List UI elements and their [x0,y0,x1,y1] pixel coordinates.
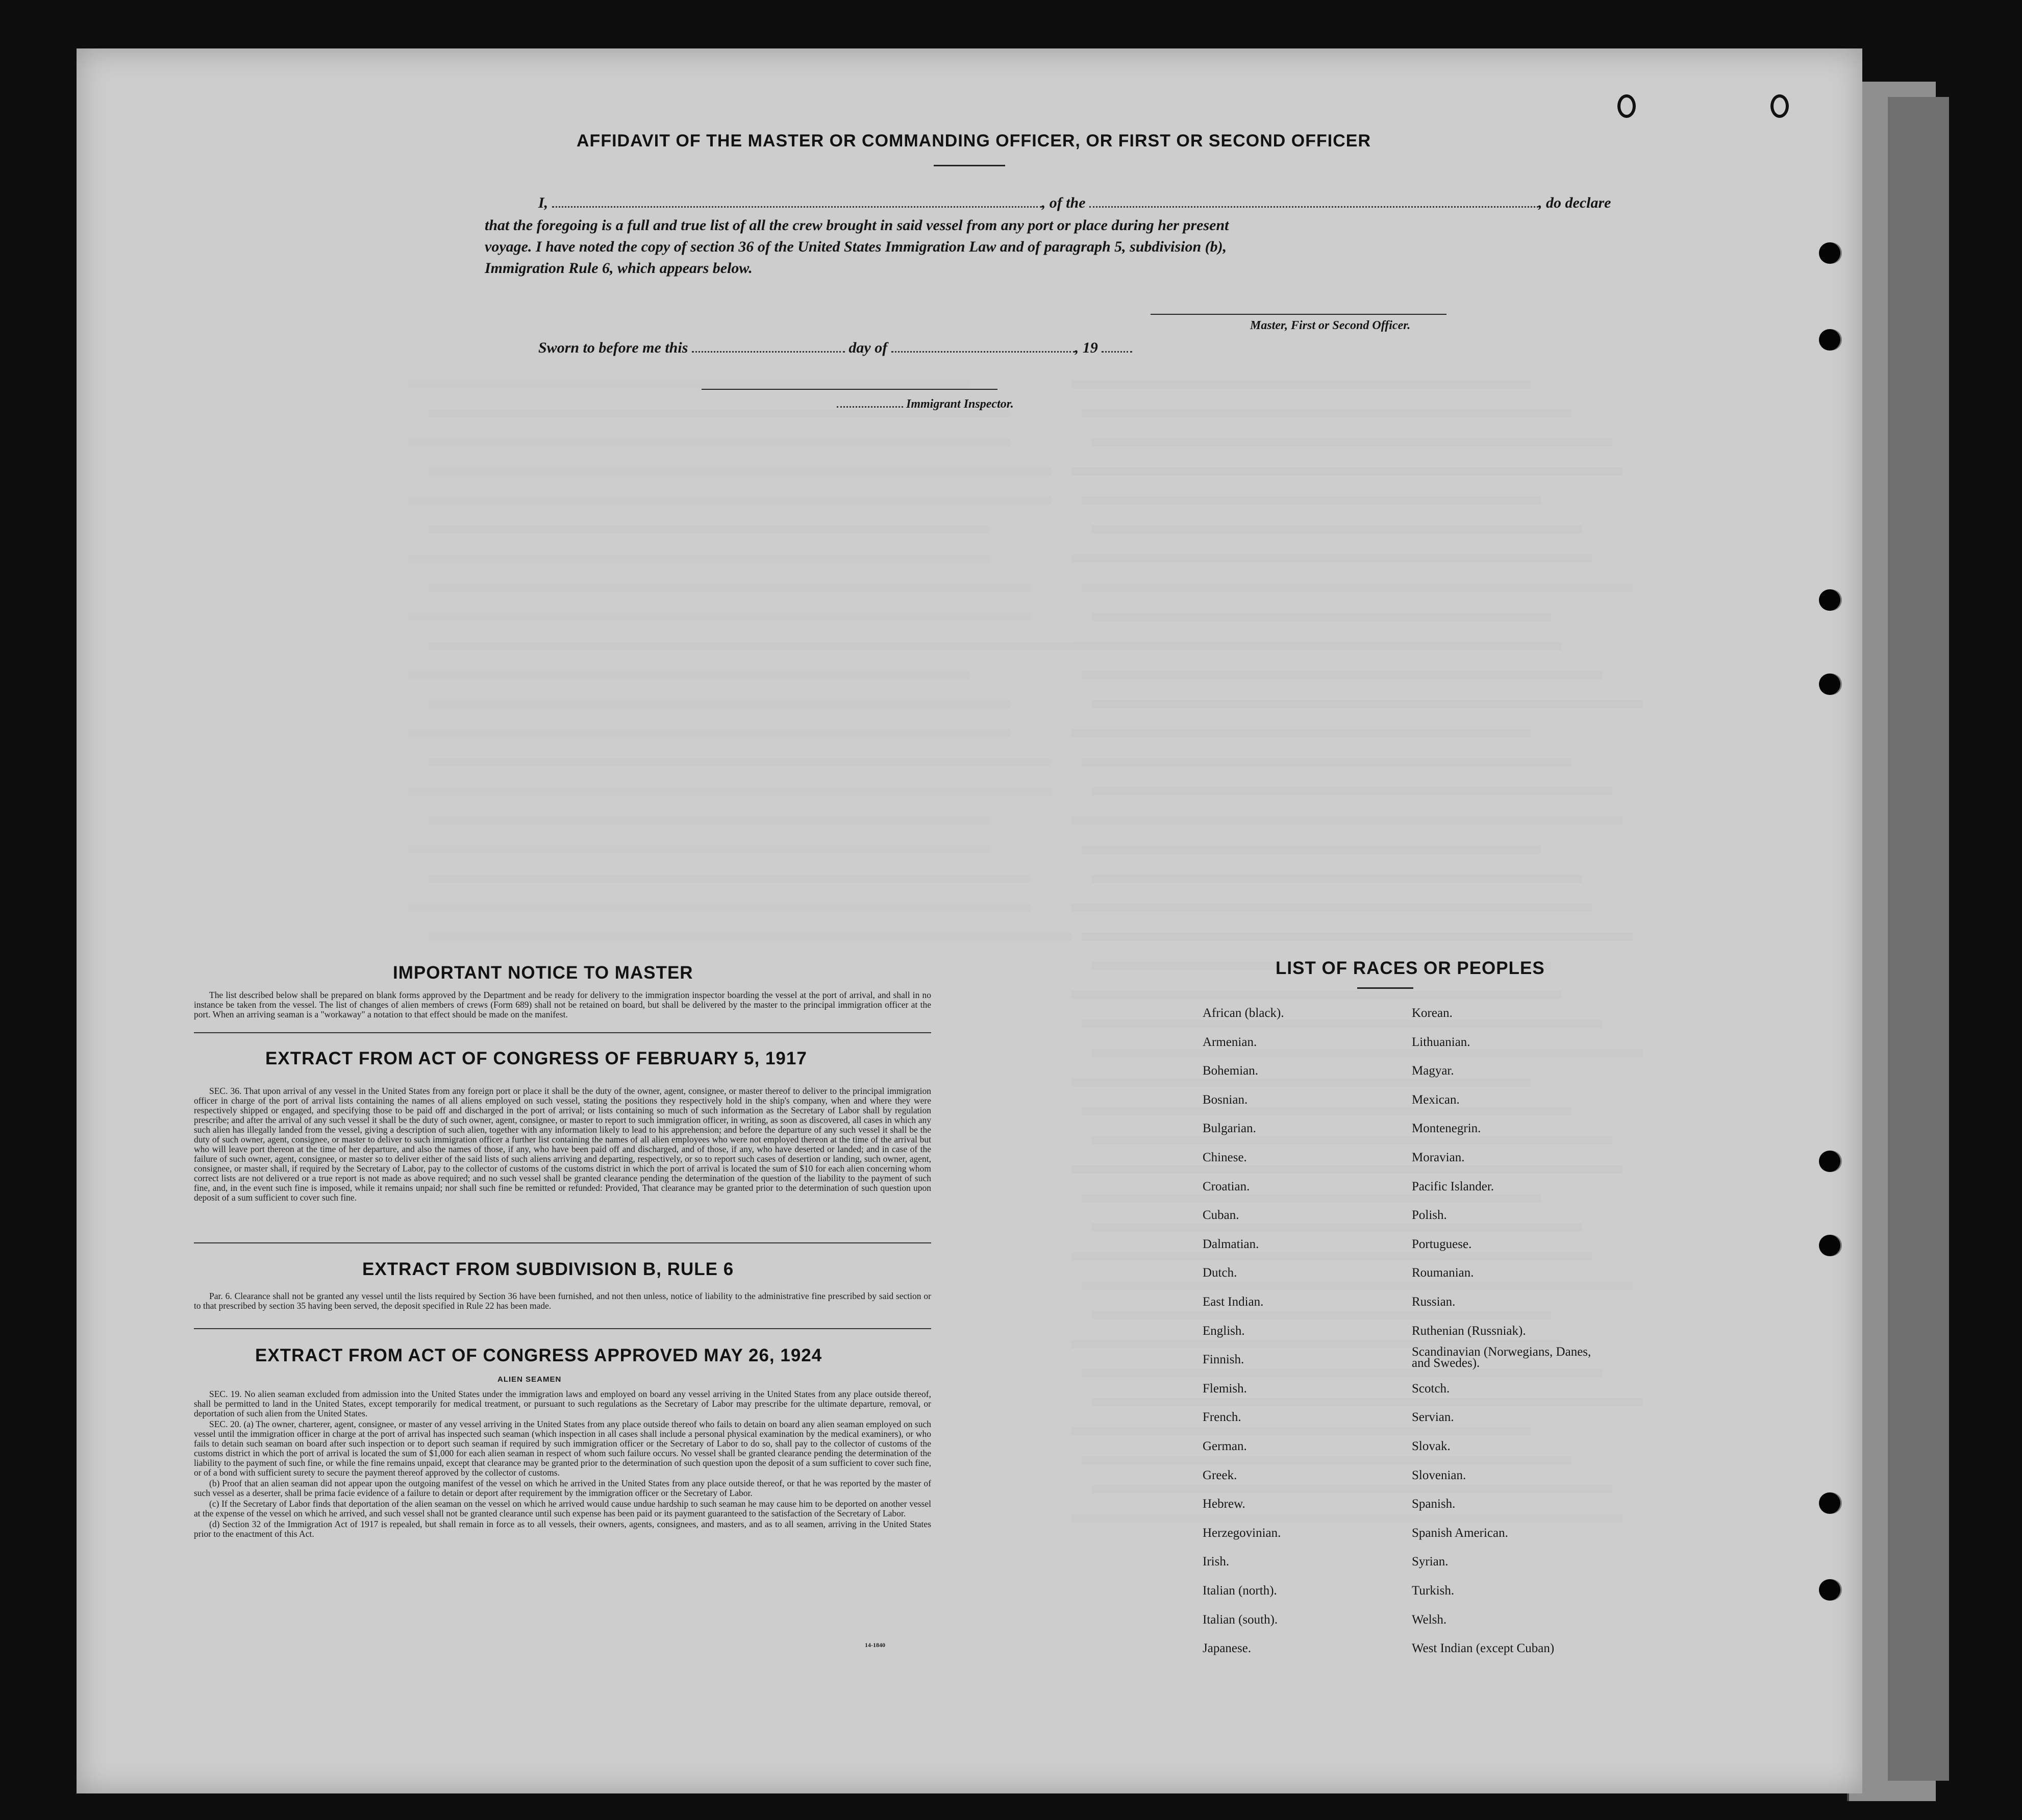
race-item: Scandinavian (Norwegians, Danes, and Swedes). [1412,1345,1591,1370]
race-item: Spanish American. [1412,1526,1508,1540]
binder-ring-icon [1770,94,1789,118]
race-item: West Indian (except Cuban) [1412,1641,1555,1656]
heading-underline [934,165,1005,166]
race-item: Mexican. [1412,1092,1460,1107]
punch-hole-icon [1819,242,1840,264]
extract-1924-text: SEC. 19. No alien seaman excluded from admission into the United States under the immigration laws and employed on board any vessel arriving in the United States from any place outside thereof, shall be permitted to land in the United States, except temporarily for medical treatment, or pursuant to such regulations as the Secretary of Labor may prescribe for the ultimate departure, removal, or deportation of such alien from the United States. SEC. 20. (a) The owner, charterer, agent, consignee, or master of any vessel arriving in the United States from any place outside thereof who fails to detain on board any alien seaman employed on such vessel until the immigration officer in charge at the port of arrival has inspected such seaman (which inspection in all cases shall include a personal physical examination by the medical examiners), or who fails to detain such seaman on board after such inspection or to deport such seaman if required by such immigration officer or the Secretary of Labor to do so, shall pay to the collector of customs of the customs district in which the port of arrival is located the sum of $1,000 for each alien seaman in respect of whom such failure occurs. No vessel shall be granted clearance pending the determination of the liability to the payment of such fine, or while the fine remains unpaid, except that clearance may be granted prior to the determination of such question upon the deposit of a sum sufficient to cover such fine, or of a bond with sufficient surety to secure the payment thereof approved by the collector of customs. (b) Proof that an alien seaman did not appear upon the outgoing manifest of the vessel on which he arrived in the United States from any place outside thereof, or that he was reported by the master of such vessel as a deserter, shall be prima facie evidence of a failure to detain or deport after requirement by the immigration officer or the Secretary of Labor. (c) If the Secretary of Labor finds that deportation of the alien seaman on the vessel on which he arrived would cause undue hardship to such seaman he may cause him to be deported on another vessel at the expense of the vessel on which he arrived, and such vessel shall not be granted clearance until such expense has been paid or its payment guaranteed to the satisfaction of the Secretary of Labor. (d) Section 32 of the Immigration Act of 1917 is repealed, but shall remain in force as to all vessels, their owners, agents, consignees, and masters, and as to all seamen, arriving in the United States prior to the enactment of this Act. [194,1389,931,1539]
race-item: Bohemian. [1203,1064,1259,1078]
race-item: Chinese. [1203,1151,1247,1164]
affidavit-line-3: voyage. I have noted the copy of section 36 of the United States Immigration Law and of paragraph 5, subdivision (b), [485,238,1227,255]
race-item: Hebrew. [1203,1497,1245,1511]
day-of-label: day of [848,339,888,356]
race-item: German. [1203,1439,1247,1453]
race-item: Cuban. [1203,1208,1239,1223]
notice-heading: IMPORTANT NOTICE TO MASTER [393,963,693,983]
affidavit-line-4: Immigration Rule 6, which appears below. [485,260,753,277]
affidavit-line-2: that the foregoing is a full and true list of all the crew brought in said vessel from any port or place during her present [485,217,1229,234]
do-declare-label: , do declare [1538,194,1611,211]
extract-1924-heading: EXTRACT FROM ACT OF CONGRESS APPROVED MAY 26, 1924 [255,1345,822,1365]
race-item: Ruthenian (Russniak). [1412,1324,1526,1338]
extract-1917-text: SEC. 36. That upon arrival of any vessel in the United States from any foreign port or place it shall be the duty of the owner, agent, consignee, or master thereof to deliver to the principal immigration officer in charge of the port of arrival lists containing the names of all aliens employed on such vessel, stating the positions they respectively hold in the ship's company, when and where they were respectively shipped or engaged, and specifying those to be paid off and discharged in the port of arrival; or lists containing so much of such information as the Secretary of Labor shall by regulation prescribe; and after the arrival of any such vessel it shall be the duty of such owner, agent, consignee, or master to report to such immigration officer, in writing, as soon as discovered, all cases in which any such alien has illegally landed from the vessel, giving a description of such alien, together with any information likely to lead to his apprehension; and before the departure of any such vessel it shall be the duty of such owner, agent, consignee, or master to deliver to such immigration officer a further list containing the names of all alien employees who were not employed thereon at the time of the arrival but who will leave port thereon at the time of her departure, and also the names of those, if any, who have been paid off and discharged, and of those, if any, who have deserted or landed; and in case of the failure of such owner, agent, consignee, or master so to deliver either of the said lists of such aliens arriving and departing, respectively, or so to report such cases of desertion or landing, such owner, agent, consignee, or master shall, if required by the Secretary of Labor, pay to the collector of customs of the customs district in which the port of arrival is located the sum of $10 for each alien concerning whom correct lists are not delivered or a true report is not made as above required; and no such vessel shall be granted clearance pending the determination of the question of the liability to the payment of such fine, and, in the event such fine is imposed, while it remains unpaid; nor shall such fine be remitted or refunded: Provided, That clearance may be granted prior to the determination of such question upon deposit of a sum sufficient to cover such fine. [194,1086,931,1203]
month-blank [891,340,1075,353]
race-item: Italian (north). [1203,1584,1277,1598]
sworn-prefix: Sworn to before me this [538,339,688,356]
of-the-label: , of the [1041,194,1086,211]
race-item: East Indian. [1203,1295,1264,1309]
race-item: Slovenian. [1412,1468,1466,1482]
punch-hole-icon [1819,329,1840,351]
notice-text: The list described below shall be prepared on blank forms approved by the Department and be ready for delivery to the immigration inspector boarding the vessel at the port of arrival, and shall in no instance be taken from the vessel. The list of changes of alien members of crews (Form 689) shall not be retained on board, but shall be delivered by the master to the principal immigration officer at the port. When an arriving seaman is a "workaway" a notation to that effect should be made on the manifest. [194,990,931,1019]
affidavit-line-1 [538,194,1611,212]
race-item: Pacific Islander. [1412,1179,1494,1193]
extract-rule6-heading: EXTRACT FROM SUBDIVISION B, RULE 6 [362,1259,734,1279]
race-item: Slovak. [1412,1439,1451,1453]
race-item: Dutch. [1203,1266,1237,1280]
race-item: Korean. [1412,1006,1453,1020]
race-item: Greek. [1203,1468,1237,1482]
race-item: Lithuanian. [1412,1035,1470,1049]
race-item: Welsh. [1412,1612,1447,1627]
extract-rule6-text: Par. 6. Clearance shall not be granted any vessel until the lists required by Section 36 have been furnished, and not then unless, notice of liability to the administrative fine prescribed by said section or to that prescribed by section 35 having been served, the deposit specified in Rule 22 has been made. [194,1291,931,1311]
race-item: Armenian. [1203,1035,1257,1049]
race-item: Servian. [1412,1410,1454,1425]
race-item: Montenegrin. [1412,1121,1481,1136]
form-number: 14-1840 [865,1641,885,1649]
race-item: African (black). [1203,1006,1284,1020]
race-item: Magyar. [1412,1064,1454,1078]
race-item: Turkish. [1412,1584,1455,1598]
race-item: Russian. [1412,1295,1456,1309]
punch-hole-icon [1819,589,1840,611]
race-item: Croatian. [1203,1179,1250,1193]
race-item: Scotch. [1412,1381,1450,1395]
race-item: Japanese. [1203,1641,1252,1656]
races-underline [1357,987,1413,989]
punch-hole-icon [1819,674,1840,695]
binder-ring-icon [1617,94,1636,118]
year-blank [1102,340,1132,353]
race-item: Dalmatian. [1203,1237,1259,1251]
race-item: French. [1203,1410,1241,1425]
race-item: Italian (south). [1203,1612,1278,1627]
punch-hole-icon [1819,1151,1840,1172]
race-item: Spanish. [1412,1497,1456,1511]
race-item: Syrian. [1412,1555,1449,1569]
vessel-blank [1089,195,1538,208]
punch-hole-icon [1819,1235,1840,1256]
sworn-line [538,339,1132,357]
year-prefix: , 19 [1075,339,1098,356]
manifest-page [77,48,1862,1793]
extract-1917-heading: EXTRACT FROM ACT OF CONGRESS OF FEBRUARY 5, 1917 [265,1049,807,1068]
race-item: Roumanian. [1412,1266,1474,1280]
race-item: Flemish. [1203,1381,1247,1395]
name-blank [552,195,1042,208]
race-item: Bosnian. [1203,1092,1248,1107]
underlying-sheet-edge [1888,97,1949,1781]
signature-line [1151,314,1446,315]
inspector-signature-line [702,389,997,390]
race-item: Irish. [1203,1555,1230,1569]
race-item: Polish. [1412,1208,1447,1223]
declare-i-label: I, [538,194,548,211]
race-item: English. [1203,1324,1245,1338]
punch-hole-icon [1819,1579,1840,1601]
race-item: Finnish. [1203,1353,1244,1367]
day-blank [692,340,845,353]
race-item: Herzegovinian. [1203,1526,1281,1540]
signature-label: Master, First or Second Officer. [1250,319,1411,332]
affidavit-heading: AFFIDAVIT OF THE MASTER OR COMMANDING OFFICER, OR FIRST OR SECOND OFFICER [577,131,1371,151]
race-item: Portuguese. [1412,1237,1472,1251]
inspector-label [837,397,1014,411]
races-heading: LIST OF RACES OR PEOPLES [1276,958,1545,978]
punch-hole-icon [1819,1492,1840,1514]
alien-seamen-subheading: ALIEN SEAMEN [497,1375,562,1384]
race-item: Bulgarian. [1203,1121,1256,1136]
inspector-label-text: Immigrant Inspector. [906,397,1014,411]
race-item: Moravian. [1412,1151,1465,1164]
